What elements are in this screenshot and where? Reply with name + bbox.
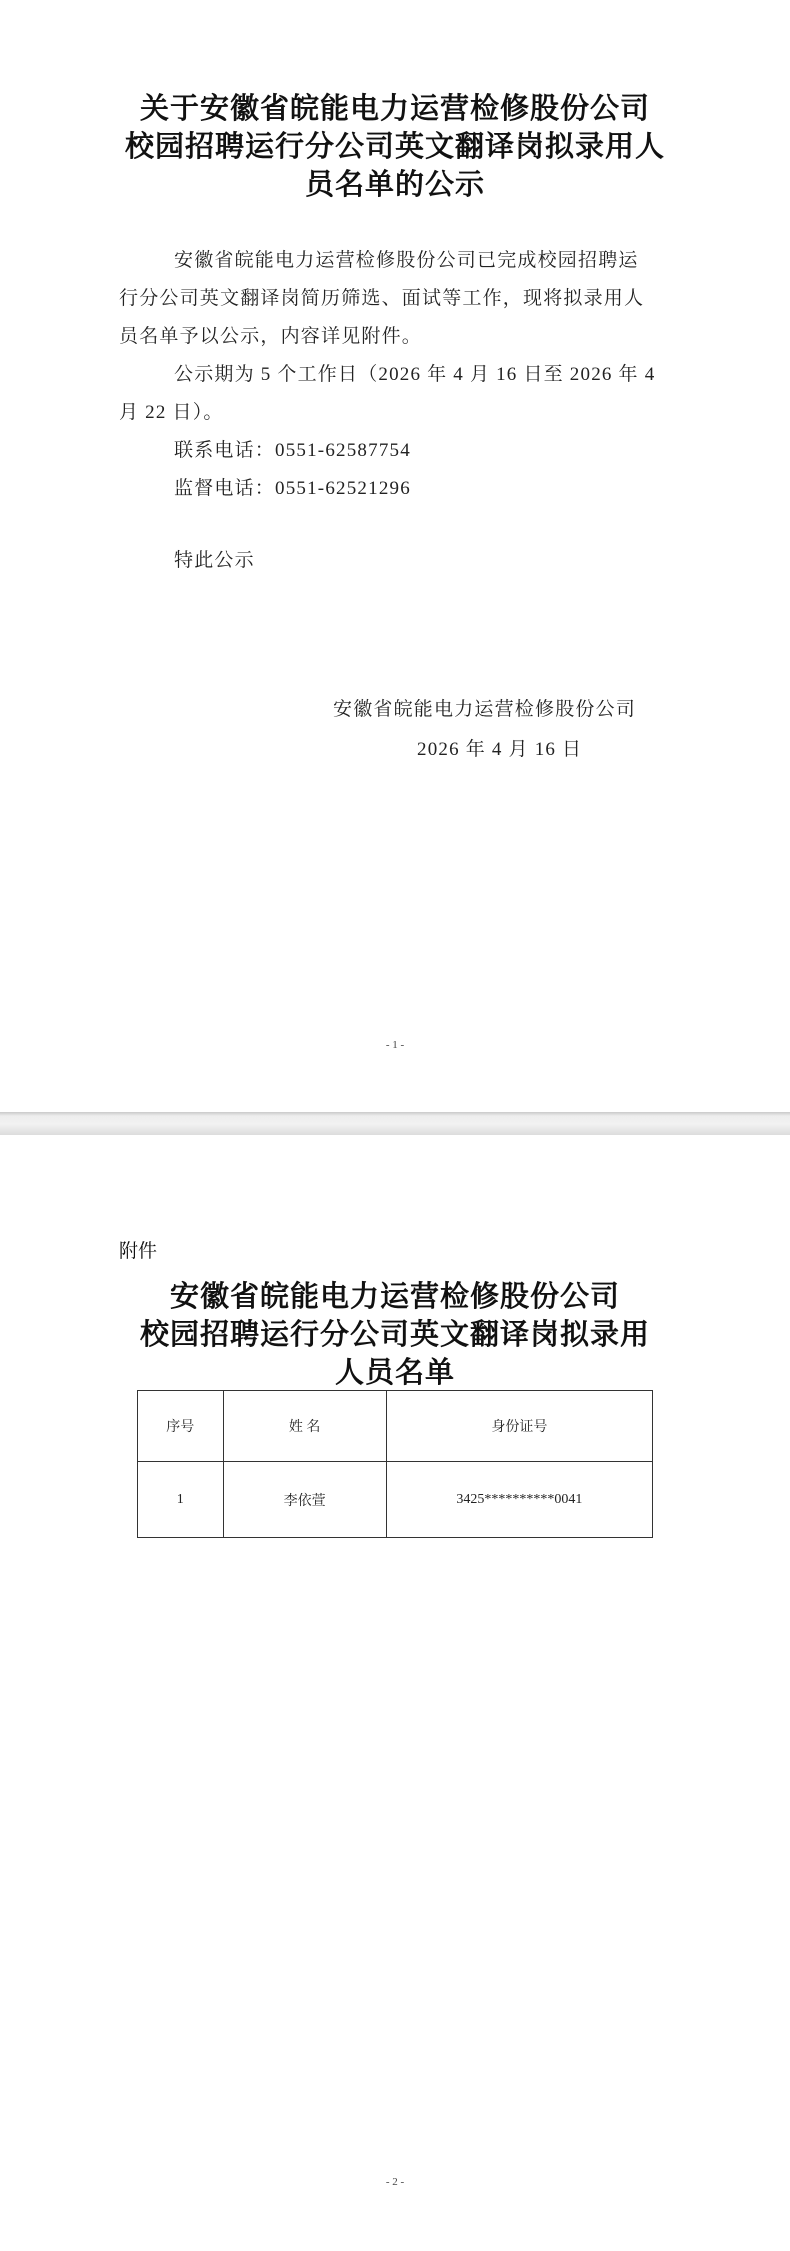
cell-id-number: 3425**********0041: [386, 1462, 652, 1538]
title-line: 校园招聘运行分公司英文翻译岗拟录用人: [124, 131, 665, 163]
closing-statement: 特此公示: [174, 550, 255, 571]
cell-index: 1: [138, 1462, 224, 1538]
paragraph-line: 月 22 日）。: [119, 402, 224, 423]
column-header-id-number: 身份证号: [386, 1391, 652, 1462]
page-number: - 1 -: [385, 1039, 405, 1051]
document-page-1: [0, 0, 790, 1112]
title-line: 安徽省皖能电力运营检修股份公司: [169, 1281, 620, 1313]
paragraph-line: 行分公司英文翻译岗简历筛选、面试等工作，现将拟录用人: [119, 288, 645, 309]
paragraph-line: 公示期为 5 个工作日（2026 年 4 月 16 日至 2026 年 4: [174, 364, 656, 385]
title-line: 人员名单: [334, 1357, 455, 1389]
title-line: 校园招聘运行分公司英文翻译岗拟录用: [139, 1319, 650, 1351]
publicity-period-paragraph: [119, 356, 671, 432]
cell-name: 李依萱: [223, 1462, 386, 1538]
contact-phone: 联系电话：0551-62587754: [174, 440, 411, 461]
attachment-label: 附件: [119, 1241, 158, 1262]
paragraph-line: 员名单予以公示，内容详见附件。: [119, 326, 423, 347]
page-separator: [0, 1112, 790, 1135]
announcement-paragraph: [119, 242, 671, 356]
paragraph-line: 安徽省皖能电力运营检修股份公司已完成校园招聘运: [174, 250, 639, 271]
notice-title: [0, 90, 790, 204]
title-line: 员名单的公示: [304, 169, 485, 201]
attachment-title: [0, 1278, 790, 1392]
signature-date: 2026 年 4 月 16 日: [417, 739, 583, 760]
page-number: - 2 -: [385, 2176, 405, 2188]
supervision-phone: 监督电话：0551-62521296: [174, 478, 411, 499]
table-row: [138, 1462, 653, 1538]
table-header-row: [138, 1391, 653, 1462]
signer-organization: 安徽省皖能电力运营检修股份公司: [333, 699, 637, 720]
column-header-index: 序号: [138, 1391, 224, 1462]
column-header-name: 姓 名: [223, 1391, 386, 1462]
candidate-table: [137, 1390, 653, 1538]
title-line: 关于安徽省皖能电力运营检修股份公司: [139, 93, 650, 125]
